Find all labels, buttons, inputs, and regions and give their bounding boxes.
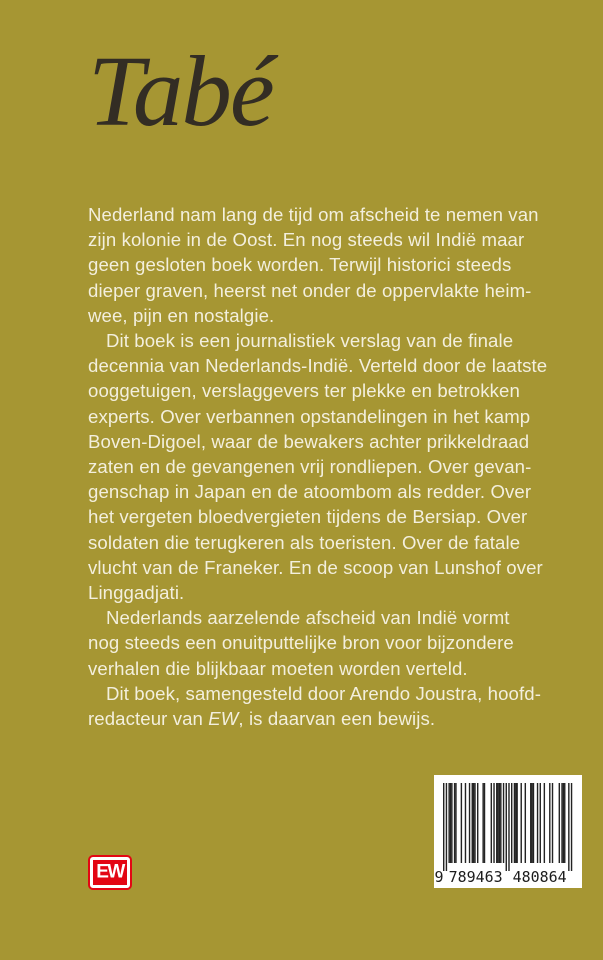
barcode-bar	[469, 783, 470, 863]
text-line: zijn kolonie in de Oost. En nog steeds wil Indië maar	[88, 229, 525, 251]
text-line: zaten en de gevangenen vrij rondliepen. Over gevan-	[88, 456, 532, 478]
barcode-bar	[461, 783, 462, 863]
barcode-bar	[508, 783, 509, 871]
isbn-barcode	[434, 775, 582, 888]
barcode-bar	[465, 783, 466, 863]
text-line: wee, pijn en nostalgie.	[88, 304, 275, 326]
paragraph	[88, 605, 538, 681]
publisher-logo-text: EW	[96, 861, 124, 883]
text-line: verhalen die blijkbaar moeten worden verteld.	[88, 657, 468, 679]
barcode-bar	[531, 783, 532, 863]
barcode-bar	[516, 783, 517, 863]
text-line: vlucht van de Franeker. En de scoop van Lunshof over	[88, 556, 543, 578]
text-line: Boven-Digoel, waar de bewakers achter prikkeldraad	[88, 430, 530, 452]
paragraph	[88, 202, 538, 328]
back-cover-text	[88, 202, 548, 731]
barcode-bar	[533, 783, 534, 863]
barcode-bar	[544, 783, 545, 863]
barcode-digits: 789463	[448, 868, 503, 886]
barcode-bar	[484, 783, 485, 863]
barcode-bar	[503, 783, 504, 863]
barcode-bar	[568, 783, 569, 871]
barcode-bar	[448, 783, 449, 863]
barcode-bar	[571, 783, 572, 871]
barcode-digits: 9	[434, 868, 444, 886]
barcode-bar	[497, 783, 498, 863]
barcode-bar	[491, 783, 492, 863]
barcode-bar	[563, 783, 564, 863]
text-line: Linggadjati.	[88, 582, 185, 604]
barcode-bar	[525, 783, 526, 863]
text-line: genschap in Japan en de atoombom als redder. Over	[88, 481, 532, 503]
barcode-bar	[454, 783, 455, 863]
text-line: nog steeds een onuitputtelijke bron voor bijzondere	[88, 632, 514, 654]
barcode-bar	[472, 783, 473, 863]
text-line: geen gesloten boek worden. Terwijl historici steeds	[88, 254, 512, 276]
paragraph	[88, 328, 548, 605]
barcode-bar	[511, 783, 512, 863]
barcode-bar	[450, 783, 451, 863]
barcode-bar	[499, 783, 500, 863]
barcode-bar	[540, 783, 541, 863]
text-line: Nederlands aarzelende afscheid van Indië vormt	[106, 607, 510, 629]
text-line: het vergeten bloedvergieten tijdens de Bersiap. Over	[88, 506, 528, 528]
barcode-bar	[559, 783, 560, 863]
book-title: Tabé	[88, 35, 273, 147]
barcode-bar	[477, 783, 478, 863]
text-line: Dit boek, samengesteld door Arendo Joustra, hoofd-	[106, 682, 541, 704]
barcode-bar	[451, 783, 452, 863]
barcode-bar	[530, 783, 531, 863]
barcode-bar	[537, 783, 538, 863]
text-line: soldaten die terugkeren als toeristen. Over de fatale	[88, 531, 521, 553]
text-line: Dit boek is een journalistiek verslag van de finale	[106, 330, 514, 352]
barcode-bar	[515, 783, 516, 863]
text-line: redacteur van EW, is daarvan een bewijs.	[88, 708, 436, 730]
barcode-bar	[443, 783, 444, 871]
barcode-bar	[455, 783, 456, 863]
barcode-bar	[506, 783, 507, 871]
barcode-bar	[474, 783, 475, 863]
barcode-bar	[521, 783, 522, 863]
barcode-bar	[500, 783, 501, 863]
barcode-bar	[482, 783, 483, 863]
barcode-bar	[514, 783, 515, 863]
paragraph	[88, 681, 541, 731]
barcode-digits: 480864	[512, 868, 567, 886]
magazine-name-italic: EW	[208, 708, 239, 730]
barcode-bar	[496, 783, 497, 863]
publisher-logo	[90, 857, 130, 888]
barcode-bar	[552, 783, 553, 863]
barcode-bar	[473, 783, 474, 863]
barcode-bar	[561, 783, 562, 863]
text-line: decennia van Nederlands-Indië. Verteld door de laatste	[88, 355, 548, 377]
barcode-bar	[549, 783, 550, 863]
barcode-bar	[446, 783, 447, 871]
barcode-bar	[493, 783, 494, 863]
barcode-bar	[564, 783, 565, 863]
text-line: Nederland nam lang de tijd om afscheid te nemen van	[88, 204, 539, 225]
text-line: dieper graven, heerst net onder de oppervlakte heim-	[88, 279, 532, 301]
text-line: ooggetuigen, verslaggevers ter plekke en betrokken	[88, 380, 520, 402]
text-line: experts. Over verbannen opstandelingen in het kamp	[88, 405, 531, 427]
